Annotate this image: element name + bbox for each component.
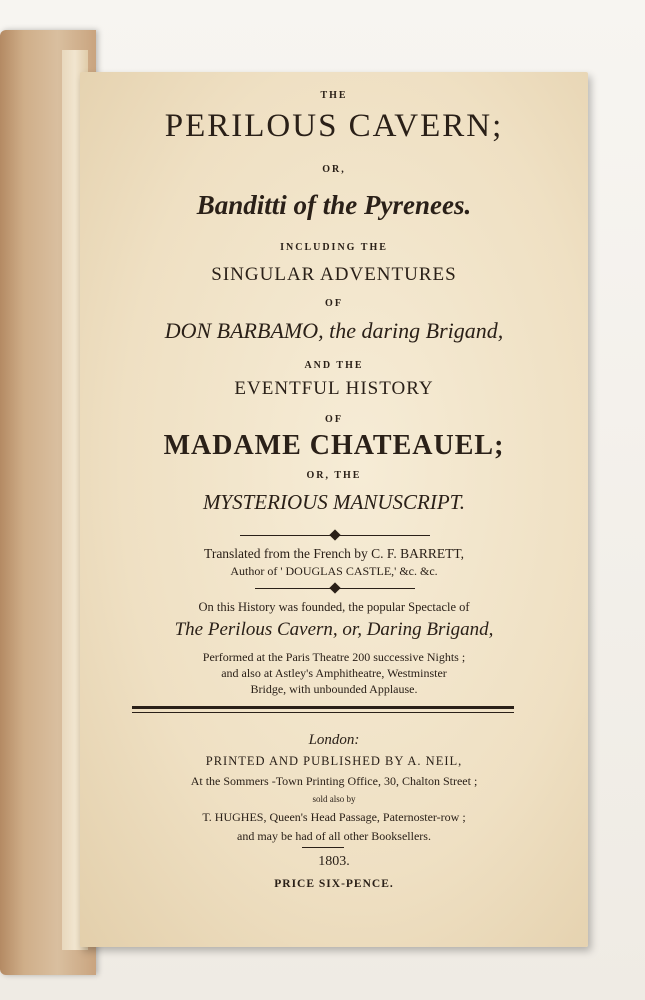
founded-line: On this History was founded, the popular Spectacle of [198,600,470,614]
performed-line-1: Performed at the Paris Theatre 200 successive Nights ; [202,650,466,664]
title-page [80,72,588,947]
divider-1-ornament [329,529,340,540]
author-of-line: Author of ' DOUGLAS CASTLE,' &c. &c. [230,564,438,578]
of-line-2: OF [325,414,343,425]
hughes-line: T. HUGHES, Queen's Head Passage, Paternoster-row ; [202,810,466,824]
the-line: THE [320,90,348,101]
year-rule [302,847,344,848]
eventful-history: EVENTFUL HISTORY [234,378,434,399]
divider-2-ornament [329,582,340,593]
madame-chateauel: MADAME CHATEAUEL; [163,430,505,461]
of-line-1: OF [325,298,343,309]
booksellers-line: and may be had of all other Booksellers. [237,829,431,843]
printed-line: PRINTED AND PUBLISHED BY A. NEIL, [205,754,463,768]
double-rule-top [132,706,514,709]
or-the-line: OR, THE [306,470,362,481]
spectacle-title: The Perilous Cavern, or, Daring Brigand, [174,619,494,640]
office-line: At the Sommers -Town Printing Office, 30, Chalton Street ; [190,774,478,788]
performed-line-2: and also at Astley's Amphitheatre, Westminster [221,666,447,680]
main-title: PERILOUS CAVERN; [164,108,504,144]
don-barbamo-line: DON BARBAMO, the daring Brigand, [164,318,504,343]
translated-line: Translated from the French by C. F. BARRETT, [204,546,464,561]
performed-line-3: Bridge, with unbounded Applause. [250,682,418,696]
and-the-line: AND THE [304,360,364,371]
double-rule-bottom [132,712,514,713]
subtitle: Banditti of the Pyrenees. [196,190,472,220]
year-line: 1803. [318,854,350,869]
or-line-1: OR, [322,164,346,175]
london-line: London: [308,732,360,748]
singular-adventures: SINGULAR ADVENTURES [211,264,457,285]
price-line: PRICE SIX-PENCE. [274,878,394,890]
mysterious-manuscript: MYSTERIOUS MANUSCRIPT. [202,490,466,514]
including-line: INCLUDING THE [280,242,388,253]
sold-line: sold also by [312,794,356,804]
